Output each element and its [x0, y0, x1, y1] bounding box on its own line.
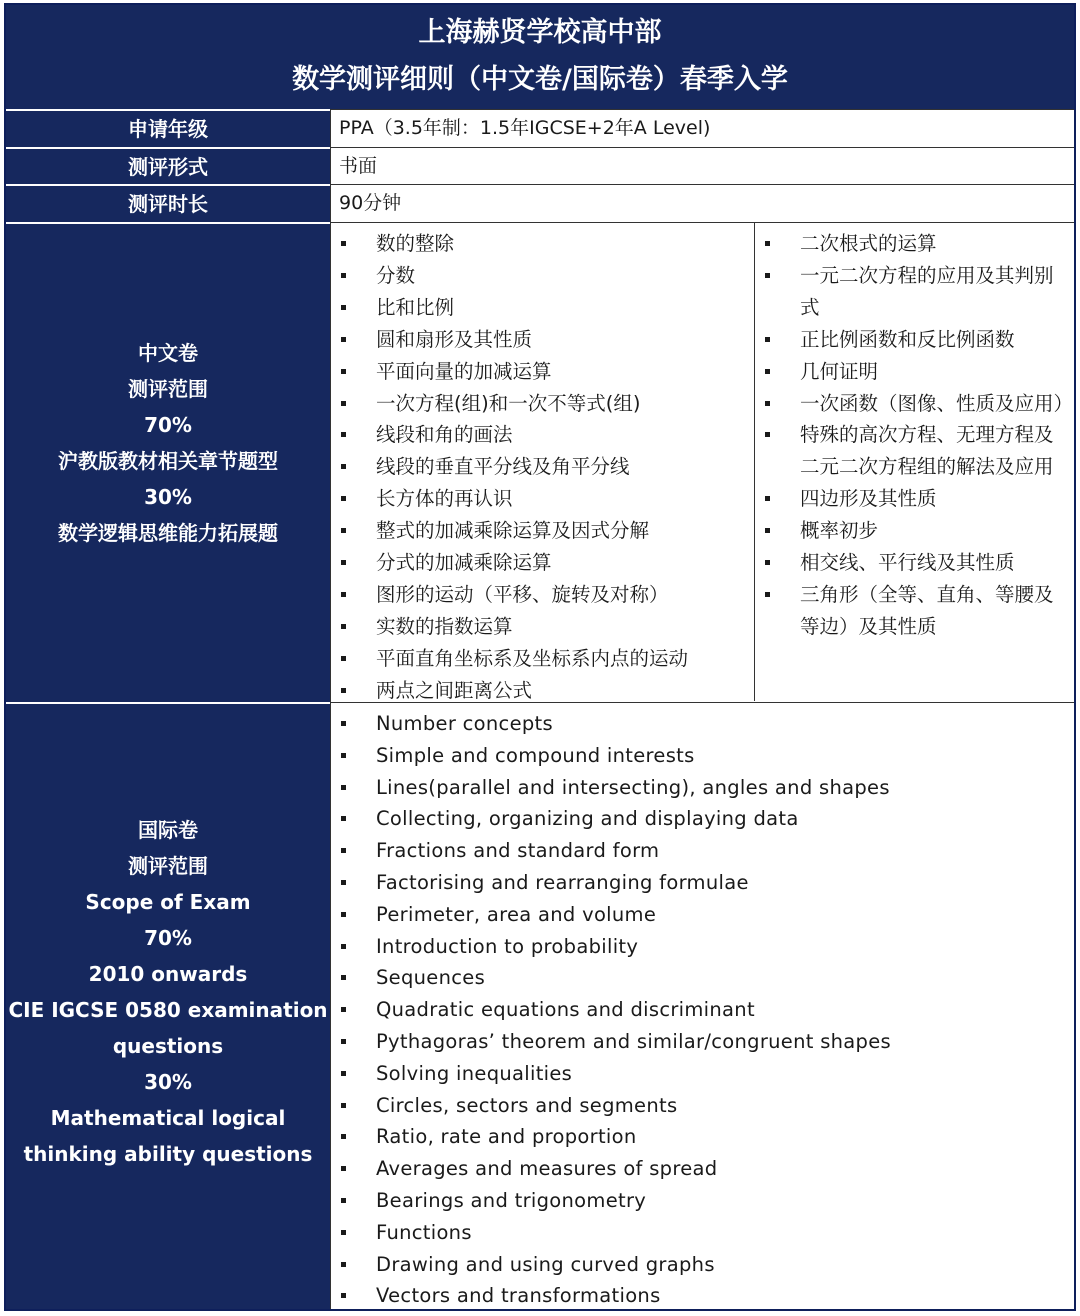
list-item: Introduction to probability — [331, 931, 1074, 963]
chinese-textbook-label: 沪教版教材相关章节题型 — [58, 449, 278, 473]
list-item: Averages and measures of spread — [331, 1153, 1074, 1185]
list-item: Solving inequalities — [331, 1058, 1074, 1090]
list-item: 二次根式的运算 — [755, 228, 1067, 260]
chinese-paper-title: 中文卷 — [138, 341, 198, 365]
list-item: Number concepts — [331, 708, 1074, 740]
list-item: 线段的垂直平分线及角平分线 — [331, 451, 754, 483]
list-item: Simple and compound interests — [331, 740, 1074, 772]
chinese-topics-right-column — [754, 223, 1073, 701]
list-item: 两点之间距离公式 — [331, 675, 754, 707]
international-paper-topics-cell — [330, 702, 1074, 1309]
chinese-topics-left-column — [331, 223, 754, 707]
list-item: 相交线、平行线及其性质 — [755, 547, 1067, 579]
list-item: 一次方程(组)和一次不等式(组) — [331, 388, 754, 420]
list-item: 特殊的高次方程、无理方程及二元二次方程组的解法及应用 — [755, 419, 1067, 483]
questions-label: questions — [112, 1033, 224, 1058]
chinese-paper-topics-cell — [330, 222, 1074, 702]
list-item: 整式的加减乘除运算及因式分解 — [331, 515, 754, 547]
list-item: Ratio, rate and proportion — [331, 1121, 1074, 1153]
format-value-cell — [330, 147, 1074, 184]
logical-label-line2: thinking ability questions — [23, 1141, 313, 1166]
chinese-topics-right-list — [755, 228, 1074, 643]
chinese-percent-70: 70% — [144, 413, 192, 437]
duration-label: 测评时长 — [128, 192, 208, 216]
scope-of-exam-label: Scope of Exam — [85, 889, 251, 914]
list-item: 几何证明 — [755, 356, 1067, 388]
year-onwards-label: 2010 onwards — [88, 961, 248, 986]
list-item: 一元二次方程的应用及其判别式 — [755, 260, 1067, 324]
list-item: Fractions and standard form — [331, 835, 1074, 867]
list-item: 线段和角的画法 — [331, 419, 754, 451]
format-label-cell — [6, 147, 330, 184]
school-title: 上海赫贤学校高中部 — [418, 17, 662, 48]
grade-label-cell — [6, 109, 330, 147]
grade-value-cell — [330, 109, 1074, 147]
chinese-topics-left-list — [331, 228, 754, 707]
duration-value: 90分钟 — [339, 192, 402, 214]
list-item: 平面直角坐标系及坐标系内点的运动 — [331, 643, 754, 675]
list-item: Functions — [331, 1217, 1074, 1249]
list-item: Collecting, organizing and displaying data — [331, 803, 1074, 835]
cie-igcse-label: CIE IGCSE 0580 examination — [8, 997, 328, 1022]
international-paper-title: 国际卷 — [138, 817, 198, 842]
assessment-table — [4, 3, 1076, 1311]
international-percent-30: 30% — [144, 1069, 192, 1094]
assessment-title: 数学测评细则（中文卷/国际卷）春季入学 — [292, 64, 788, 95]
grade-value: PPA（3.5年制：1.5年IGCSE+2年A Level) — [339, 117, 711, 139]
international-topics-list — [331, 708, 1074, 1312]
international-scope-label: 测评范围 — [128, 853, 208, 878]
table-header — [6, 5, 1074, 109]
chinese-paper-label-cell — [6, 222, 330, 702]
list-item: Factorising and rearranging formulae — [331, 867, 1074, 899]
list-item: 图形的运动（平移、旋转及对称） — [331, 579, 754, 611]
list-item: Pythagoras’ theorem and similar/congruent shapes — [331, 1026, 1074, 1058]
grade-label: 申请年级 — [128, 117, 208, 141]
list-item: 平面向量的加减运算 — [331, 356, 754, 388]
format-value: 书面 — [339, 155, 378, 177]
international-paper-label-cell — [6, 702, 330, 1309]
list-item: 三角形（全等、直角、等腰及等边）及其性质 — [755, 579, 1067, 643]
list-item: 长方体的再认识 — [331, 483, 754, 515]
list-item: 正比例函数和反比例函数 — [755, 324, 1067, 356]
list-item: 数的整除 — [331, 228, 754, 260]
list-item: Drawing and using curved graphs — [331, 1249, 1074, 1281]
list-item: 实数的指数运算 — [331, 611, 754, 643]
list-item: 比和比例 — [331, 292, 754, 324]
logical-label-line1: Mathematical logical — [50, 1105, 286, 1130]
duration-label-cell — [6, 184, 330, 222]
duration-value-cell — [330, 184, 1074, 222]
chinese-logic-label: 数学逻辑思维能力拓展题 — [58, 521, 278, 545]
list-item: 分数 — [331, 260, 754, 292]
chinese-scope-label: 测评范围 — [128, 377, 208, 401]
list-item: 分式的加减乘除运算 — [331, 547, 754, 579]
international-percent-70: 70% — [144, 925, 192, 950]
list-item: 一次函数（图像、性质及应用） — [755, 388, 1067, 420]
chinese-percent-30: 30% — [144, 485, 192, 509]
list-item: Lines(parallel and intersecting), angles and shapes — [331, 772, 1074, 804]
list-item: 四边形及其性质 — [755, 483, 1067, 515]
list-item: Circles, sectors and segments — [331, 1090, 1074, 1122]
format-label: 测评形式 — [128, 154, 208, 179]
list-item: Sequences — [331, 962, 1074, 994]
list-item: Vectors and transformations — [331, 1280, 1074, 1312]
list-item: Quadratic equations and discriminant — [331, 994, 1074, 1026]
list-item: 圆和扇形及其性质 — [331, 324, 754, 356]
list-item: Perimeter, area and volume — [331, 899, 1074, 931]
list-item: Bearings and trigonometry — [331, 1185, 1074, 1217]
list-item: 概率初步 — [755, 515, 1067, 547]
